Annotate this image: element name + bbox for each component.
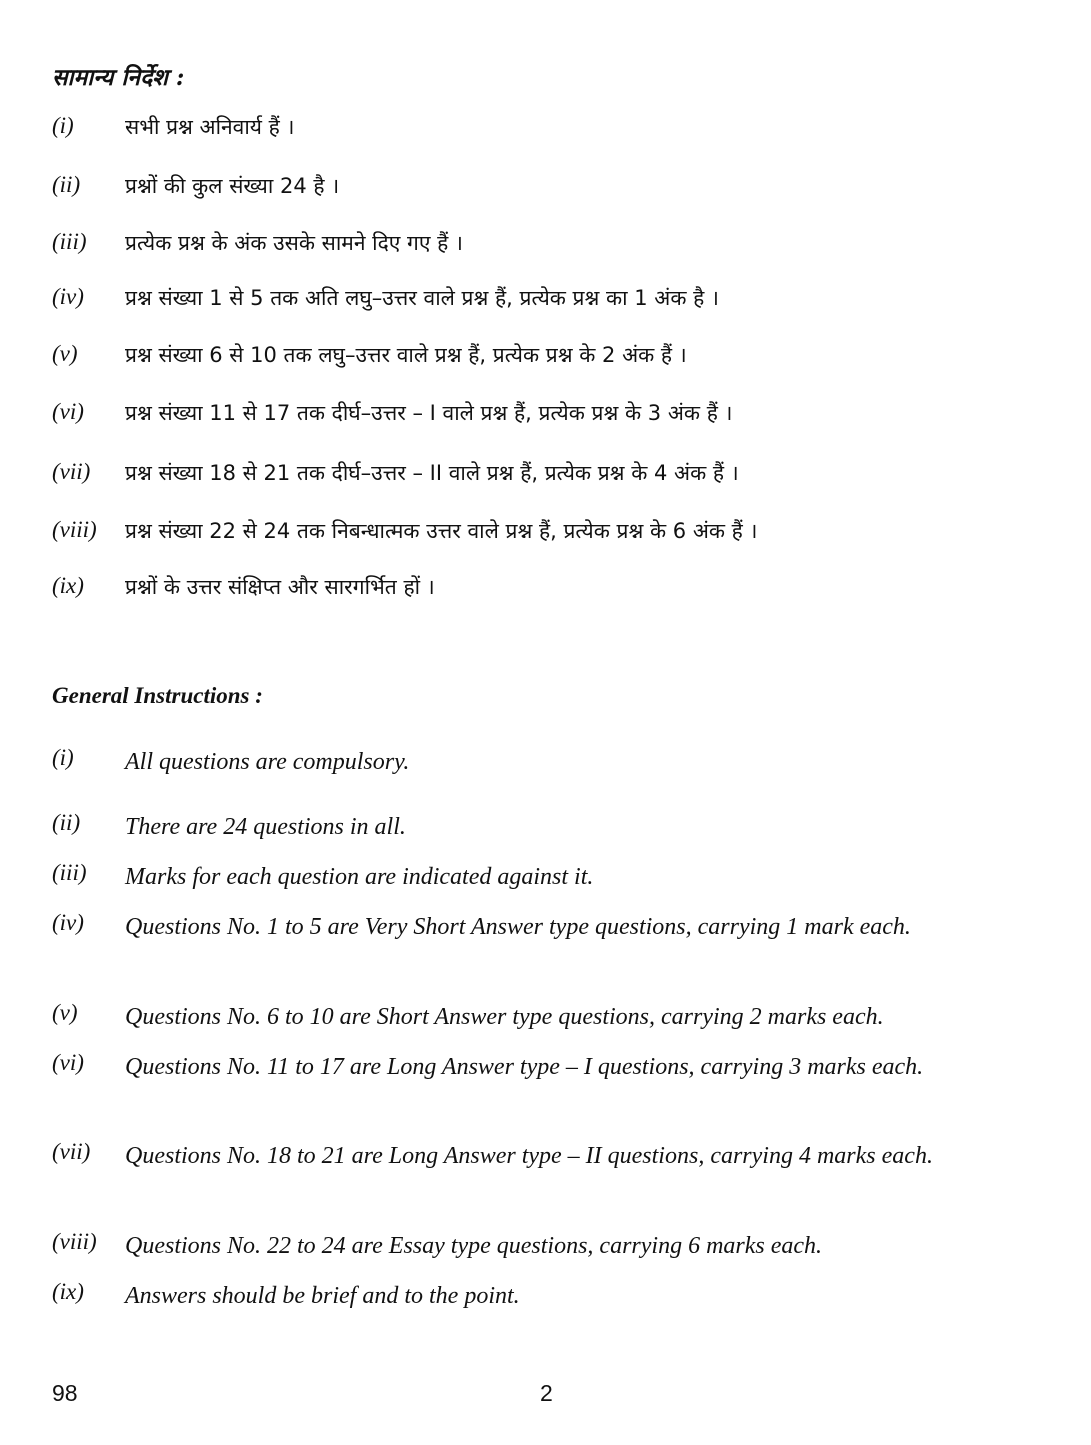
item-number: (v)	[52, 341, 78, 366]
hindi-instruction-item	[52, 113, 1037, 141]
item-number: (iv)	[52, 910, 84, 935]
hindi-instruction-item	[52, 399, 1037, 427]
item-number: (vi)	[52, 1050, 84, 1075]
english-instruction-item	[52, 1137, 1037, 1176]
item-text: प्रश्नों की कुल संख्या 24 है ।	[125, 174, 340, 198]
item-text: Questions No. 18 to 21 are Long Answer type – II questions, carrying 4 marks each.	[125, 1143, 933, 1169]
item-number: (iv)	[52, 284, 84, 309]
hindi-instruction-item	[52, 172, 1037, 200]
hindi-instructions-heading: सामान्य निर्देश :	[52, 64, 185, 91]
item-number: (i)	[52, 113, 74, 138]
english-instruction-item	[52, 998, 1037, 1037]
item-number: (vi)	[52, 399, 84, 424]
english-instruction-item	[52, 743, 1037, 782]
item-text: प्रश्न संख्या 11 से 17 तक दीर्घ–उत्तर – I वाले प्रश्न हैं, प्रत्येक प्रश्न के 3 अंक हैं ।	[125, 401, 733, 425]
hindi-instruction-item	[52, 459, 1037, 487]
item-number: (ii)	[52, 172, 81, 197]
item-number: (viii)	[52, 1229, 97, 1254]
item-text: प्रत्येक प्रश्न के अंक उसके सामने दिए गए हैं ।	[125, 231, 463, 255]
item-text: All questions are compulsory.	[125, 749, 410, 775]
english-instruction-item	[52, 808, 1037, 847]
item-text: There are 24 questions in all.	[125, 814, 406, 840]
exam-code: 98	[52, 1380, 78, 1406]
item-text: Answers should be brief and to the point.	[125, 1283, 520, 1309]
item-text: प्रश्न संख्या 1 से 5 तक अति लघु–उत्तर वाले प्रश्न हैं, प्रत्येक प्रश्न का 1 अंक है ।	[125, 286, 719, 310]
english-instruction-item	[52, 858, 1037, 897]
item-text: Marks for each question are indicated against it.	[125, 864, 594, 890]
item-number: (viii)	[52, 517, 97, 542]
english-instruction-item	[52, 1277, 1037, 1316]
general-instructions-heading: General Instructions :	[52, 683, 263, 708]
item-number: (vii)	[52, 1139, 91, 1164]
hindi-instruction-item	[52, 573, 1037, 601]
page-number: 2	[540, 1380, 553, 1406]
item-text: Questions No. 11 to 17 are Long Answer type – I questions, carrying 3 marks each.	[125, 1054, 924, 1080]
english-instruction-item	[52, 1227, 1037, 1266]
item-number: (i)	[52, 745, 74, 770]
item-number: (v)	[52, 1000, 78, 1025]
item-text: प्रश्न संख्या 6 से 10 तक लघु–उत्तर वाले प्रश्न हैं, प्रत्येक प्रश्न के 2 अंक हैं ।	[125, 343, 687, 367]
hindi-instruction-item	[52, 229, 1037, 257]
hindi-instruction-item	[52, 341, 1037, 369]
item-text: Questions No. 1 to 5 are Very Short Answer type questions, carrying 1 mark each.	[125, 914, 911, 940]
item-number: (ix)	[52, 1279, 84, 1304]
english-instruction-item	[52, 908, 1037, 947]
item-number: (ii)	[52, 810, 81, 835]
hindi-instruction-item	[52, 284, 1037, 312]
item-number: (ix)	[52, 573, 84, 598]
item-number: (iii)	[52, 860, 87, 885]
item-number: (iii)	[52, 229, 87, 254]
hindi-instruction-item	[52, 517, 1037, 545]
item-text: प्रश्न संख्या 22 से 24 तक निबन्धात्मक उत्तर वाले प्रश्न हैं, प्रत्येक प्रश्न के 6 अंक हैं ।	[125, 519, 758, 543]
item-text: Questions No. 6 to 10 are Short Answer type questions, carrying 2 marks each.	[125, 1004, 884, 1030]
item-text: प्रश्न संख्या 18 से 21 तक दीर्घ–उत्तर – II वाले प्रश्न हैं, प्रत्येक प्रश्न के 4 अंक हैं ।	[125, 461, 739, 485]
english-instruction-item	[52, 1048, 1037, 1087]
item-text: सभी प्रश्न अनिवार्य हैं ।	[125, 115, 295, 139]
item-text: प्रश्नों के उत्तर संक्षिप्त और सारगर्भित हों ।	[125, 575, 435, 599]
item-text: Questions No. 22 to 24 are Essay type questions, carrying 6 marks each.	[125, 1233, 823, 1259]
item-number: (vii)	[52, 459, 91, 484]
